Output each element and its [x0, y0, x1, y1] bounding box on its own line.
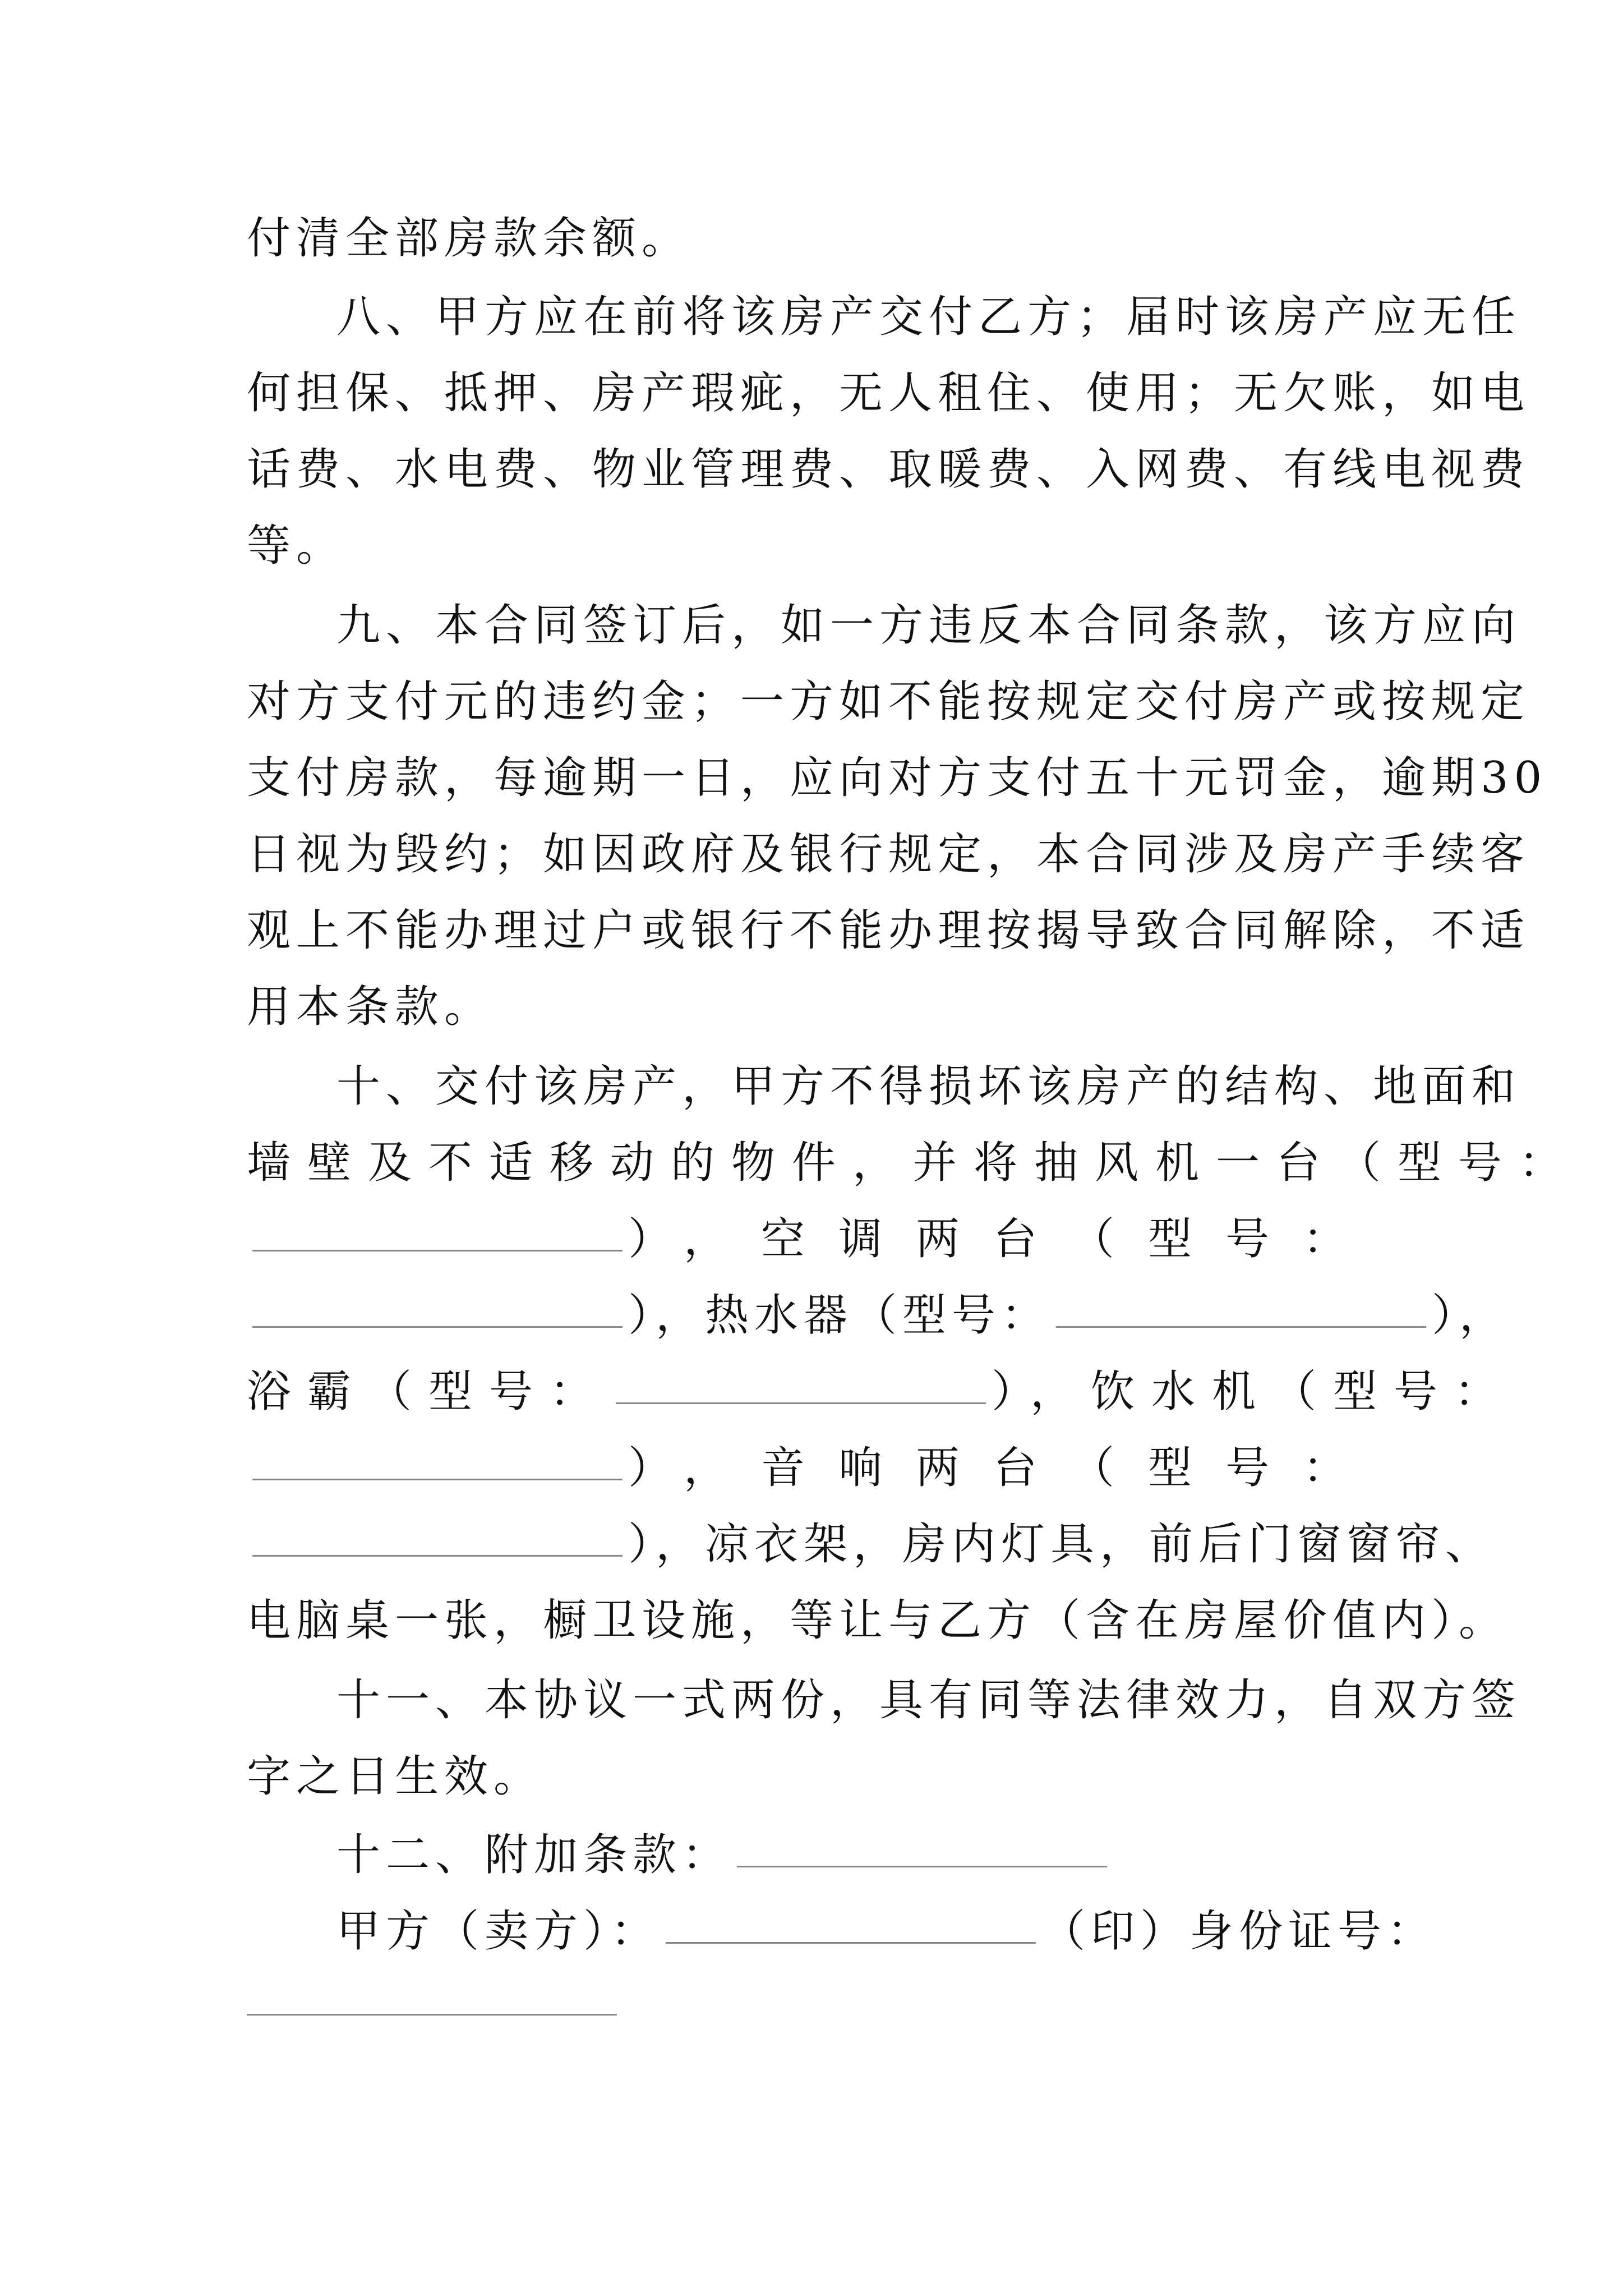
fill-in-blank	[1056, 1324, 1426, 1328]
paragraph-line: 日视为毁约；如因政府及银行规定，本合同涉及房产手续客	[247, 829, 1530, 880]
paragraph-line: 支付房款，每逾期一日，应向对方支付五十元罚金，逾期30	[247, 753, 1548, 803]
paragraph-line: 观上不能办理过户或银行不能办理按揭导致合同解除，不适	[247, 905, 1530, 956]
paragraph-line	[336, 1824, 1391, 1886]
paragraph-line: 何担保、抵押、房产瑕疵，无人租住、使用；无欠账，如电	[247, 368, 1530, 418]
fill-in-blank	[666, 1940, 1036, 1944]
fill-in-blank	[247, 2014, 617, 2016]
paragraph-line: 付清全部房款余额。	[247, 213, 691, 264]
paragraph-line	[247, 1285, 1509, 1346]
paragraph-line: 十、交付该房产，甲方不得损坏该房产的结构、地面和	[336, 1061, 1521, 1112]
fill-in-blank	[252, 1324, 623, 1328]
line-text: ），空调两台（型号：	[628, 1214, 1381, 1264]
paragraph-line: 字之日生效。	[247, 1751, 543, 1802]
fill-in-blank	[616, 1400, 986, 1404]
paragraph-line: 九、本合同签订后，如一方违反本合同条款，该方应向	[336, 600, 1521, 651]
paragraph-line: 墙壁及不适移动的物件，并将抽风机一台（型号：	[247, 1138, 1580, 1188]
fill-in-blank	[737, 1864, 1107, 1867]
signature-line	[336, 1901, 1437, 1962]
fill-in-blank	[252, 1553, 623, 1557]
paragraph-line: 十一、本协议一式两份，具有同等法律效力，自双方签	[336, 1675, 1521, 1726]
line-text: 浴霸（型号：	[247, 1366, 611, 1417]
line-text: ），饮水机（型号：	[992, 1366, 1515, 1417]
line-text: （印）身份证号：	[1041, 1906, 1437, 1957]
line-text: ），	[1432, 1290, 1509, 1341]
paragraph-line: 等。	[247, 521, 346, 571]
line-text: 甲方（卖方）：	[336, 1906, 661, 1957]
line-text: ），热水器（型号：	[628, 1290, 1051, 1341]
line-text: ），音响两台（型号：	[628, 1443, 1381, 1493]
paragraph-line: 话费、水电费、物业管理费、取暖费、入网费、有线电视费	[247, 444, 1530, 495]
fill-in-blank	[252, 1476, 623, 1480]
paragraph-line	[247, 1361, 1515, 1423]
paragraph-line	[247, 1513, 1495, 1575]
paragraph-line: 用本条款。	[247, 982, 494, 1032]
paragraph-line	[247, 1437, 1391, 1499]
line-text: 十二、附加条款：	[336, 1830, 732, 1880]
paragraph-line: 八、甲方应在前将该房产交付乙方；届时该房产应无任	[336, 292, 1521, 342]
line-text: ），凉衣架，房内灯具，前后门窗窗帘、	[628, 1519, 1495, 1570]
paragraph-line: 对方支付元的违约金；一方如不能按规定交付房产或按规定	[247, 677, 1530, 727]
paragraph-line	[247, 1208, 1391, 1270]
paragraph-line: 电脑桌一张，橱卫设施，等让与乙方（含在房屋价值内）。	[247, 1595, 1509, 1646]
fill-in-blank	[252, 1248, 623, 1251]
